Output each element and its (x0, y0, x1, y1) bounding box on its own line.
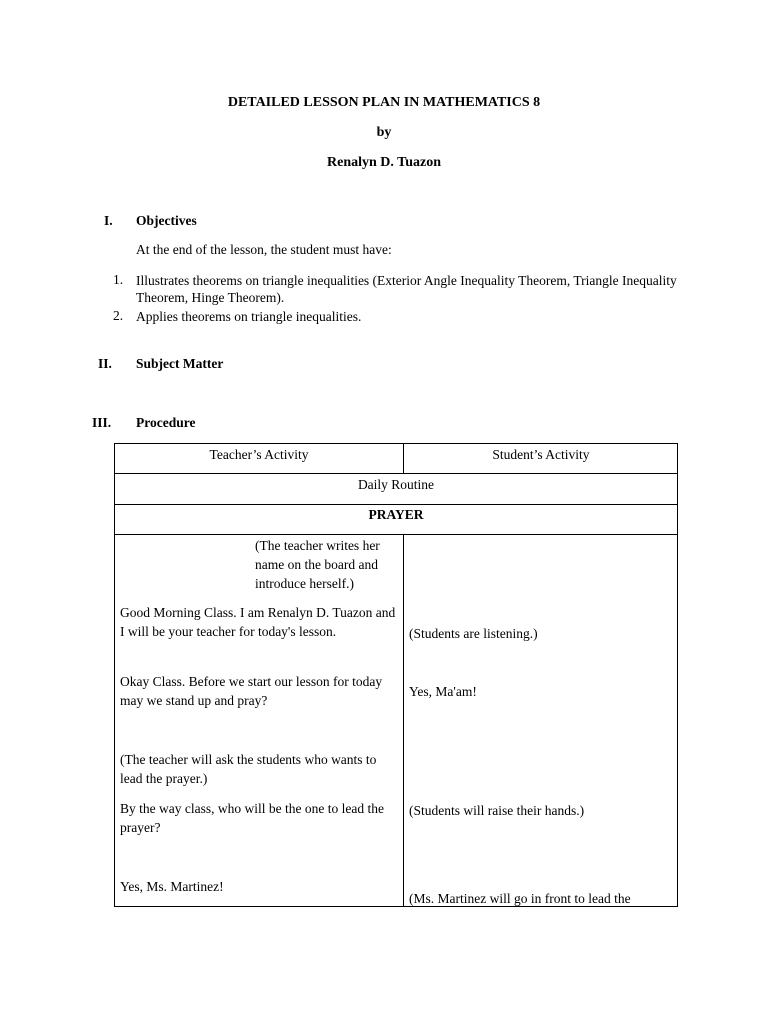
objective-item: Applies theorems on triangle inequalities. (136, 309, 362, 324)
objective-number: 2. (113, 308, 124, 323)
document-title: DETAILED LESSON PLAN IN MATHEMATICS 8 (227, 95, 541, 110)
subject-matter-heading: Subject Matter (136, 356, 224, 371)
objectives-numeral: I. (104, 213, 113, 228)
procedure-table (114, 443, 678, 907)
subject-matter-numeral: II. (98, 356, 112, 371)
objectives-intro: At the end of the lesson, the student must have: (136, 242, 392, 257)
objective-item: Illustrates theorems on triangle inequalities (Exterior Angle Inequality Theorem, Triangle Inequality Theorem, Hinge Theorem). (136, 273, 677, 305)
student-activity-line: (Students will raise their hands.) (409, 803, 585, 818)
table-column-divider (403, 534, 404, 906)
teacher-activity-line: By the way class, who will be the one to lead the prayer? (120, 801, 384, 835)
teacher-activity-line: Yes, Ms. Martinez! (120, 879, 224, 894)
procedure-numeral: III. (92, 415, 112, 430)
table-row-divider (115, 473, 677, 474)
student-activity-line: (Ms. Martinez will go in front to lead the (409, 891, 631, 906)
table-row-divider (115, 534, 677, 535)
teacher-activity-line: (The teacher writes her name on the board and introduce herself.) (255, 538, 380, 591)
teacher-activity-line: Okay Class. Before we start our lesson for today may we stand up and pray? (120, 674, 383, 708)
student-activity-line: Yes, Ma'am! (409, 684, 477, 699)
document-by: by (376, 125, 392, 140)
objective-number: 1. (113, 272, 124, 287)
teacher-activity-header: Teacher’s Activity (209, 447, 309, 462)
document-author: Renalyn D. Tuazon (327, 155, 441, 170)
teacher-activity-line: Good Morning Class. I am Renalyn D. Tuazon and I will be your teacher for today's lesson. (120, 605, 396, 639)
procedure-heading: Procedure (136, 415, 196, 430)
daily-routine-row: Daily Routine (357, 477, 435, 492)
student-activity-header: Student’s Activity (492, 447, 590, 462)
teacher-activity-line: (The teacher will ask the students who wants to lead the prayer.) (120, 752, 377, 786)
objectives-heading: Objectives (136, 213, 197, 228)
prayer-row: PRAYER (368, 507, 424, 522)
student-activity-line: (Students are listening.) (409, 626, 538, 641)
